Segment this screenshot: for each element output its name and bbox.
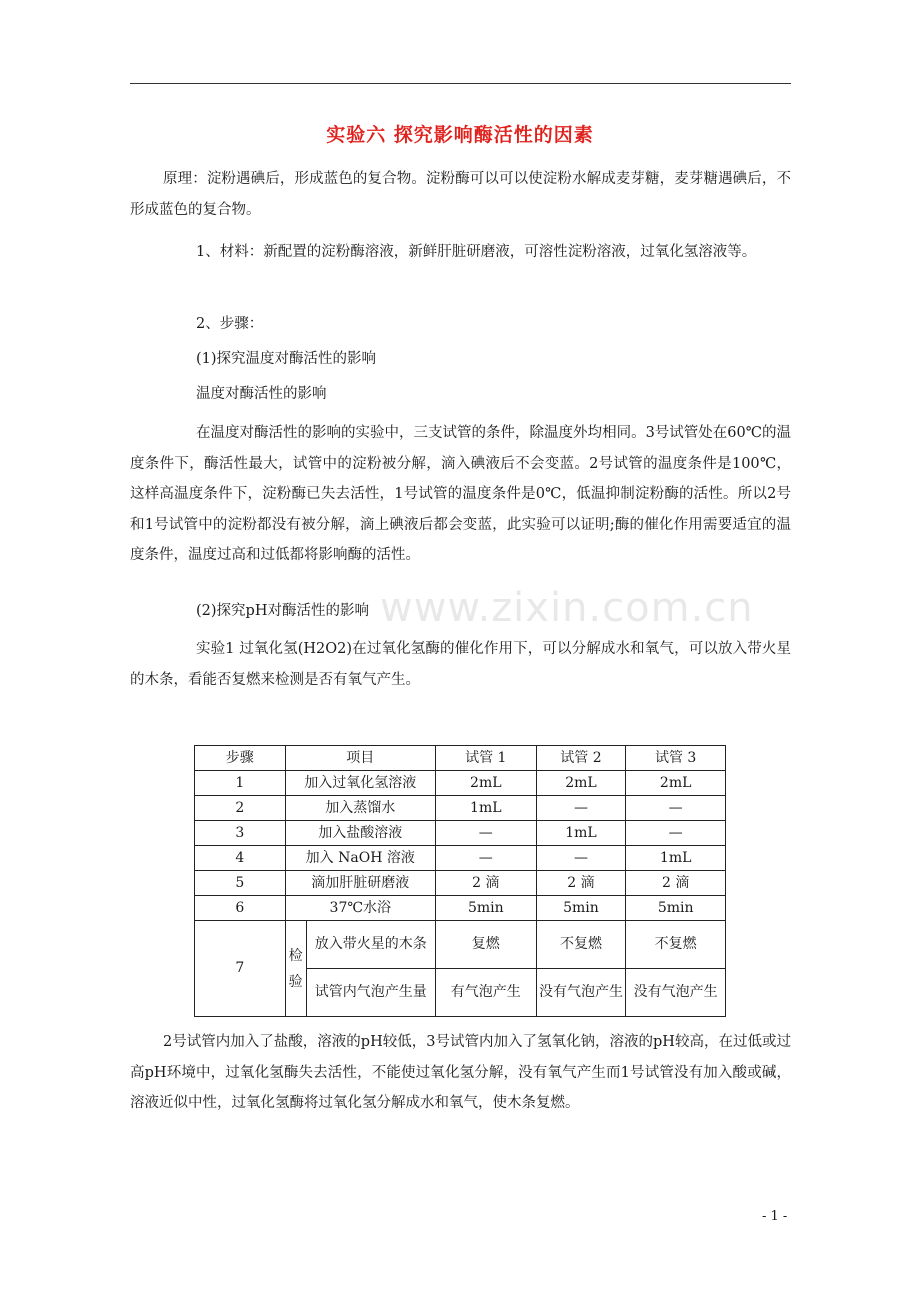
table-row [195, 871, 726, 896]
table-cell: 没有气泡产生 [536, 969, 626, 1017]
header-rule [130, 83, 791, 84]
ph-section-heading: (2)探究pH对酶活性的影响 [196, 603, 369, 619]
test-group-label-text: 检验 [288, 947, 303, 990]
table-cell: 有气泡产生 [435, 969, 536, 1017]
table-cell: 2mL [435, 771, 536, 796]
steps-heading: 2、步骤： [196, 316, 264, 332]
table-cell: 2mL [536, 771, 626, 796]
table-cell: — [536, 796, 626, 821]
table-row [195, 896, 726, 921]
table-row [195, 771, 726, 796]
table-cell: 没有气泡产生 [626, 969, 726, 1017]
table-cell: 加入 NaOH 溶液 [285, 846, 435, 871]
table-cell: 滴加肝脏研磨液 [285, 871, 435, 896]
table-cell: — [435, 846, 536, 871]
table-cell: 加入蒸馏水 [285, 796, 435, 821]
table-cell: — [536, 846, 626, 871]
table-header-cell: 试管 3 [626, 746, 726, 771]
table-cell: — [435, 821, 536, 846]
table-cell: 1mL [536, 821, 626, 846]
table-row [195, 796, 726, 821]
table-cell: 加入盐酸溶液 [285, 821, 435, 846]
temperature-section-heading: (1)探究温度对酶活性的影响 [196, 351, 377, 367]
table-row [195, 821, 726, 846]
table-cell: 1mL [626, 846, 726, 871]
table-cell: 6 [195, 896, 286, 921]
watermark: www.zixin.com.cn [380, 585, 754, 631]
principle-paragraph: 原理：淀粉遇碘后，形成蓝色的复合物。淀粉酶可以可以使淀粉水解成麦芽糖，麦芽糖遇碘后，不形成蓝色的复合物。 [130, 171, 791, 218]
table-cell: 7 [195, 921, 286, 1017]
temperature-section-label: 温度对酶活性的影响 [196, 386, 327, 402]
experiment-table [194, 745, 726, 1017]
table-cell: 不复燃 [536, 921, 626, 969]
table-header-cell: 项目 [285, 746, 435, 771]
table-row [195, 921, 726, 969]
conclusion-paragraph: 2号试管内加入了盐酸，溶液的pH较低，3号试管内加入了氢氧化钠，溶液的pH较高，在过低或过高pH环境中，过氧化氢酶失去活性，不能使过氧化氢分解，没有氧气产生而1号试管没有加入酸或碱，溶液近似中性，过氧化氢酶将过氧化氢分解成水和氧气，使木条复燃。 [130, 1034, 791, 1111]
table-cell: 不复燃 [626, 921, 726, 969]
table-cell: 3 [195, 821, 286, 846]
document-title: 实验六 探究影响酶活性的因素 [326, 124, 594, 146]
table-cell: — [626, 821, 726, 846]
table-cell: 放入带火星的木条 [306, 921, 435, 969]
table-cell: 5min [626, 896, 726, 921]
table-cell: 2 滴 [536, 871, 626, 896]
page-number: - 1 - [762, 1209, 788, 1224]
temperature-explanation-paragraph: 在温度对酶活性的影响的实验中，三支试管的条件，除温度外均相同。3号试管处在60℃的温度条件下，酶活性最大，试管中的淀粉被分解，滴入碘液后不会变蓝。2号试管的温度条件是100℃， 这样高温度条件下，淀粉酶已失去活性，1号试管的温度条件是0℃，低温抑制淀粉酶的活性。所以2号和1号试管中的淀粉都没有被分解，滴上碘液后都会变蓝，此实验可以证明;酶的催化作用需要适宜的温度条件，温度过高和过低都将影响酶的活性。 [130, 425, 791, 563]
experiment-1-paragraph: 实验1 过氧化氢(H2O2)在过氧化氢酶的催化作用下，可以分解成水和氧气，可以放入带火星的木条，看能否复燃来检测是否有氧气产生。 [130, 641, 791, 688]
table-cell: 5min [536, 896, 626, 921]
table-header-cell: 试管 2 [536, 746, 626, 771]
table-cell: 试管内气泡产生量 [306, 969, 435, 1017]
table-row [195, 846, 726, 871]
table-cell: 4 [195, 846, 286, 871]
table-header-row [195, 746, 726, 771]
table-cell: 2 [195, 796, 286, 821]
table-cell: 1mL [435, 796, 536, 821]
table-cell: — [626, 796, 726, 821]
materials-paragraph: 1、材料：新配置的淀粉酶溶液，新鲜肝脏研磨液，可溶性淀粉溶液，过氧化氢溶液等。 [196, 244, 757, 260]
test-group-label [285, 921, 306, 1017]
table-cell: 2mL [626, 771, 726, 796]
table-header-cell: 试管 1 [435, 746, 536, 771]
table-header-cell: 步骤 [195, 746, 286, 771]
table-cell: 加入过氧化氢溶液 [285, 771, 435, 796]
table-cell: 5 [195, 871, 286, 896]
table-cell: 复燃 [435, 921, 536, 969]
table-cell: 2 滴 [626, 871, 726, 896]
table-cell: 37℃水浴 [285, 896, 435, 921]
table-cell: 2 滴 [435, 871, 536, 896]
table-cell: 1 [195, 771, 286, 796]
table-cell: 5min [435, 896, 536, 921]
